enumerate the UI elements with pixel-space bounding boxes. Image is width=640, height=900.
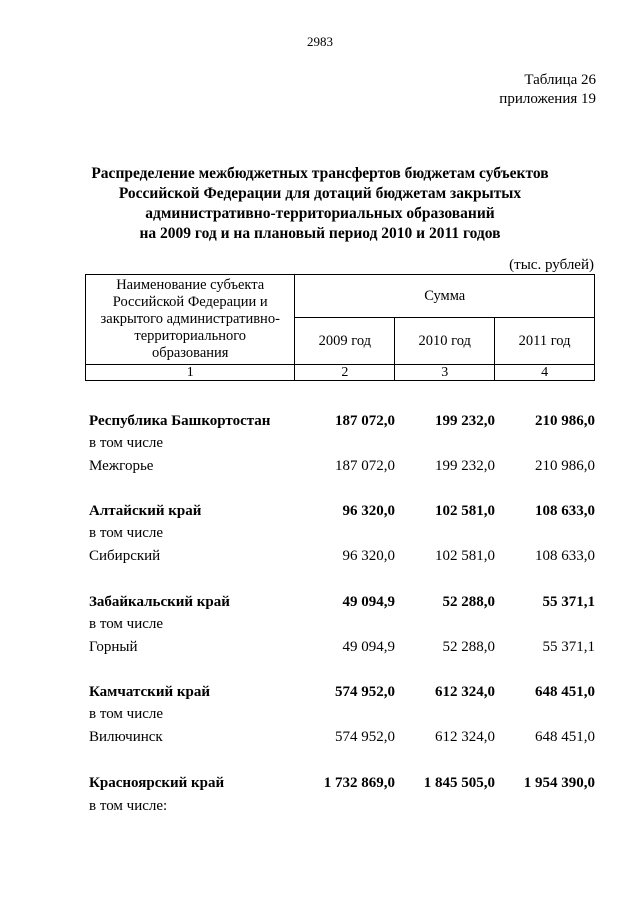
- value-2009: 574 952,0: [335, 729, 395, 745]
- table-row: [89, 613, 595, 635]
- header-col-number: 2: [295, 365, 395, 381]
- value-2010: 612 324,0: [435, 684, 495, 700]
- table-header: [85, 274, 595, 381]
- table-row: [89, 410, 595, 432]
- value-2011: 648 451,0: [535, 684, 595, 700]
- table-row: [89, 545, 595, 567]
- row-name: Межгорье: [89, 458, 154, 474]
- value-2009: 96 320,0: [342, 503, 395, 519]
- value-2010: 102 581,0: [435, 548, 495, 564]
- header-name-line: образования: [151, 345, 229, 361]
- value-2009: 187 072,0: [335, 458, 395, 474]
- table-row: [89, 591, 595, 613]
- row-name: в том числе:: [89, 798, 168, 814]
- value-2011: 1 954 390,0: [523, 775, 595, 791]
- table-row: [89, 703, 595, 725]
- row-name: в том числе: [89, 435, 164, 451]
- value-2010: 52 288,0: [442, 639, 495, 655]
- value-2010: 102 581,0: [435, 503, 495, 519]
- value-2010: 612 324,0: [435, 729, 495, 745]
- header-name-line: Наименование субъекта: [116, 277, 265, 293]
- table-ref-line2: приложения 19: [499, 91, 596, 107]
- value-2011: 55 371,1: [542, 639, 595, 655]
- value-2009: 1 732 869,0: [323, 775, 395, 791]
- header-col-number: 4: [495, 365, 595, 381]
- row-name: Камчатский край: [89, 684, 210, 700]
- header-col-number: 3: [395, 365, 495, 381]
- value-2010: 1 845 505,0: [423, 775, 495, 791]
- value-2011: 55 371,1: [542, 594, 595, 610]
- table-row: [89, 500, 595, 522]
- value-2011: 108 633,0: [535, 548, 595, 564]
- value-2010: 199 232,0: [435, 413, 495, 429]
- header-name-cell: [86, 275, 295, 365]
- table-row: [89, 795, 595, 817]
- value-2011: 210 986,0: [535, 413, 595, 429]
- header-name-line: территориального: [134, 328, 247, 344]
- row-name: Сибирский: [89, 548, 161, 564]
- header-name-line: Российской Федерации и: [112, 294, 268, 310]
- value-2011: 108 633,0: [535, 503, 595, 519]
- row-name: Вилючинск: [89, 729, 163, 745]
- units-label: (тыс. рублей): [509, 257, 594, 273]
- table-row: [89, 681, 595, 703]
- table-row: [89, 636, 595, 658]
- row-name: в том числе: [89, 706, 164, 722]
- table-row: [89, 455, 595, 477]
- row-name: в том числе: [89, 616, 164, 632]
- header-year-2010: 2010 год: [395, 318, 495, 365]
- header-year-2011: 2011 год: [495, 318, 595, 365]
- table-row: [89, 432, 595, 454]
- value-2009: 96 320,0: [342, 548, 395, 564]
- title-line: Российской Федерации для дотаций бюджетам закрытых: [118, 185, 522, 202]
- table-ref-line1: Таблица 26: [524, 72, 596, 88]
- row-name: Красноярский край: [89, 775, 225, 791]
- row-name: в том числе: [89, 525, 164, 541]
- value-2011: 648 451,0: [535, 729, 595, 745]
- title-line: Распределение межбюджетных трансфертов бюджетам субъектов: [91, 165, 549, 182]
- table-row: [89, 772, 595, 794]
- title-line: административно-территориальных образований: [145, 205, 495, 222]
- value-2010: 199 232,0: [435, 458, 495, 474]
- row-name: Республика Башкортостан: [89, 413, 271, 429]
- row-name: Алтайский край: [89, 503, 202, 519]
- table-row: [89, 726, 595, 748]
- table-row: [89, 522, 595, 544]
- title-line: на 2009 год и на плановый период 2010 и 2011 годов: [139, 225, 501, 242]
- row-name: Забайкальский край: [89, 594, 230, 610]
- value-2009: 49 094,9: [342, 639, 395, 655]
- page-number: 2983: [307, 34, 333, 49]
- document-title: [60, 164, 580, 244]
- value-2009: 574 952,0: [335, 684, 395, 700]
- header-col-number: 1: [86, 365, 295, 381]
- value-2009: 49 094,9: [342, 594, 395, 610]
- value-2010: 52 288,0: [442, 594, 495, 610]
- header-sum: Сумма: [295, 275, 595, 318]
- value-2009: 187 072,0: [335, 413, 395, 429]
- row-name: Горный: [89, 639, 138, 655]
- value-2011: 210 986,0: [535, 458, 595, 474]
- header-name-line: закрытого административно-: [100, 311, 280, 327]
- header-year-2009: 2009 год: [295, 318, 395, 365]
